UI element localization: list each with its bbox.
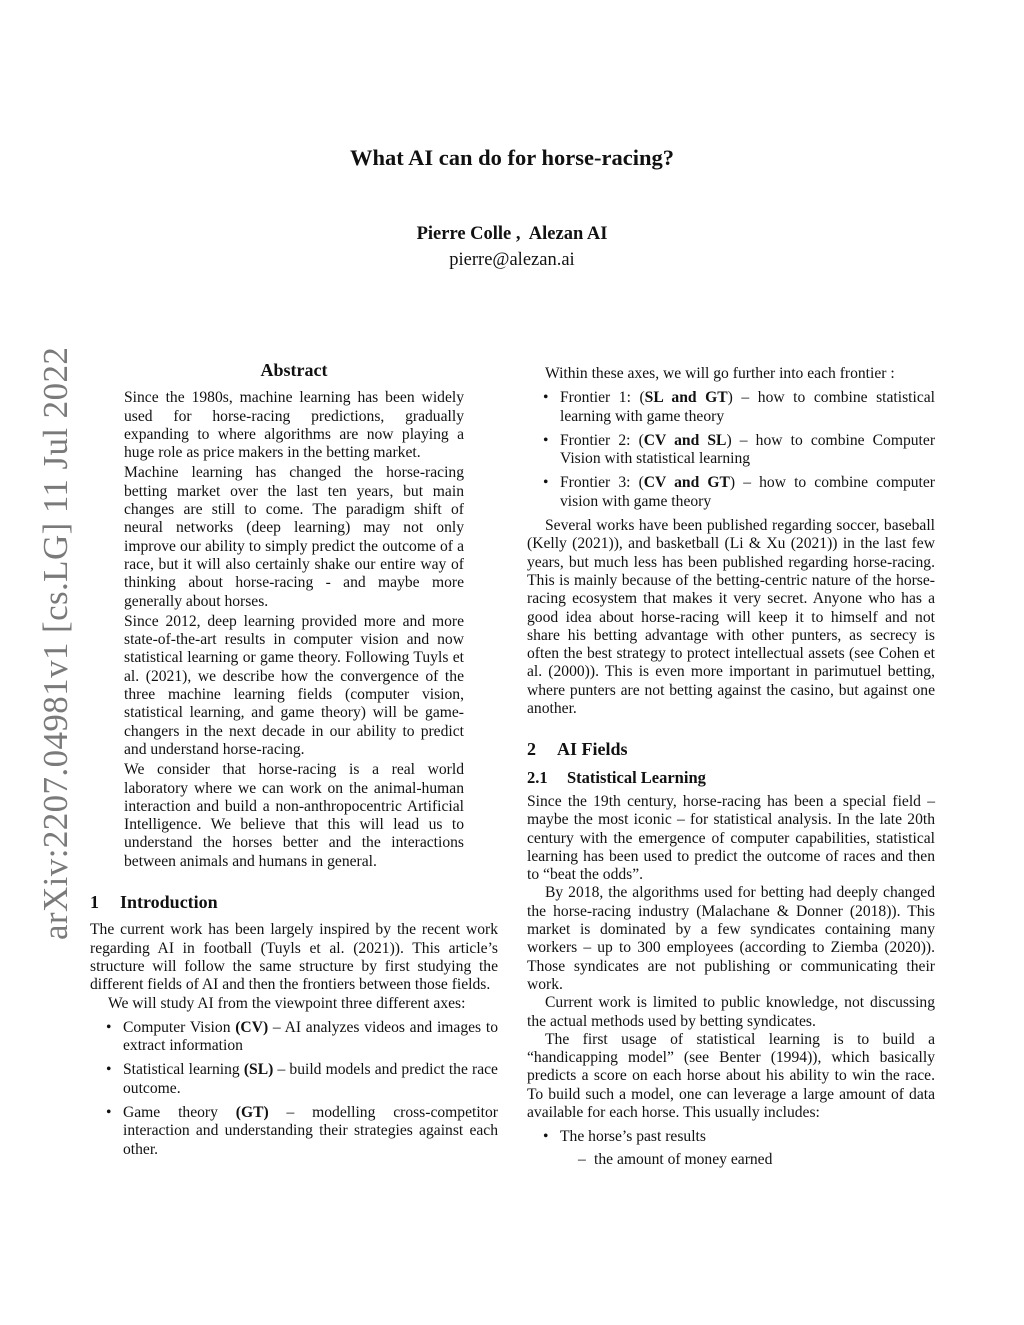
author-name: Pierre Colle <box>416 224 512 244</box>
bullet-icon: • <box>543 389 549 407</box>
body-paragraph: Current work is limited to public knowledge, not discussing the actual methods used by betting syndicates. <box>527 994 935 1030</box>
frontiers-list <box>527 389 935 511</box>
dash-icon: – <box>578 1150 586 1168</box>
body-paragraph: Several works have been published regarding soccer, baseball (Kelly (2021)), and basketball (Li & Xu (2021)) in the last few years, but much less has been published regarding horse-racing. This is mainly because of the betting-centric nature of the horse-racing ecosystem that makes it very secret. Anyone who has a good idea about horse-racing will keep it to himself and not share his betting advantage with other punters, as secrecy is often the best strategy to protect intellectual assets (see Cohen et al. (2000)). This is even more important in parimutuel betting, where punters are not betting against the casino, but against one another. <box>527 517 935 718</box>
abstract <box>124 361 464 871</box>
body-paragraph: We will study AI from the viewpoint three different axes: <box>108 994 466 1012</box>
axes-list <box>90 1019 498 1159</box>
list-item: • Game theory (GT) – modelling cross-competitor interaction and understanding their strategies against each other. <box>106 1103 498 1158</box>
section-title: Introduction <box>120 892 218 913</box>
subsection-number: 2.1 <box>527 767 548 787</box>
section-heading-ai-fields <box>527 740 935 758</box>
abstract-heading: Abstract <box>260 360 328 380</box>
author-email: pierre@alezan.ai <box>449 250 575 270</box>
list-item: • Statistical learning (SL) – build models and predict the race outcome. <box>106 1061 498 1097</box>
left-column <box>90 361 498 1165</box>
abstract-paragraph: Since the 1980s, machine learning has been widely used for horse-racing predictions, gradually expanding to where algorithms are now playing a huge role as price makers in the betting market. <box>124 389 464 462</box>
arxiv-identifier-stamp: arXiv:2207.04981v1 [cs.LG] 11 Jul 2022 <box>36 346 75 940</box>
list-item: • Frontier 3: (CV and GT) – how to combine computer vision with game theory <box>543 474 935 510</box>
abstract-paragraph: We consider that horse-racing is a real world laboratory where we can work on the animal-human interaction and build a non-anthropocentric Artificial Intelligence. We believe that this will lead us to understand the horses better and the interactions between animals and humans in general. <box>124 761 464 870</box>
section-heading-introduction <box>90 893 498 911</box>
bullet-icon: • <box>106 1103 112 1121</box>
subsection-title: Statistical Learning <box>567 767 706 787</box>
sub-list-item: – the amount of money earned <box>578 1150 773 1168</box>
body-paragraph: The current work has been largely inspired by the recent work regarding AI in football (Tuyls et al. (2021)). This article’s structure will follow the same structure by first studying the different fields of AI and then the frontiers between those fields. <box>90 921 498 994</box>
list-item: • Computer Vision (CV) – AI analyzes videos and images to extract information <box>106 1018 498 1055</box>
data-sources-list <box>527 1128 935 1169</box>
paper-title: What AI can do for horse-racing? <box>350 145 674 170</box>
body-paragraph: The first usage of statistical learning is to build a “handicapping model” (see Benter (1994)), which basically predicts a score on each horse about his ability to win the race. To build such a model, one can leverage a large amount of data available for each horse. This usually includes: <box>527 1030 935 1121</box>
abstract-paragraph: Machine learning has changed the horse-racing betting market over the last ten years, but main changes are still to come. The paradigm shift of neural networks (deep learning) may not only improve our ability to simply predict the outcome of a race, but it will also certainly shake our entire way of thinking about horse-racing - and maybe more generally about horses. <box>124 464 464 610</box>
section-number: 1 <box>90 892 99 913</box>
list-item: • Frontier 2: (CV and SL) – how to combine Computer Vision with statistical learning <box>543 431 936 468</box>
right-column <box>527 365 935 1175</box>
bullet-icon: • <box>543 431 549 449</box>
body-paragraph: Since the 19th century, horse-racing has been a special field – maybe the most iconic – for statistical analysis. In the late 20th century with the emergence of computer capabilities, statistical learning has been used to predict the outcome of races and then to “beat the odds”. <box>527 792 935 884</box>
author-affiliation: Alezan AI <box>528 224 608 244</box>
subsection-heading-statistical-learning <box>527 769 935 787</box>
bullet-icon: • <box>543 474 549 492</box>
list-item: • Frontier 1: (SL and GT) – how to combine statistical learning with game theory <box>543 389 936 425</box>
section-number: 2 <box>527 739 536 760</box>
author-line <box>0 224 1024 245</box>
author-separator: , <box>511 224 529 244</box>
bullet-icon: • <box>543 1128 549 1146</box>
section-title: AI Fields <box>557 739 628 760</box>
body-paragraph: By 2018, the algorithms used for betting had deeply changed the horse-racing industry (Malachane & Donner (2018)). This market is dominated by a few syndicates containing many workers – up to 300 employees (according to Ziemba (2020)). Those syndicates are not publishing or communicating their work. <box>527 884 935 993</box>
bullet-icon: • <box>106 1061 112 1079</box>
list-item: • The horse’s past results – the amount of money earned <box>527 1128 935 1169</box>
abstract-paragraph: Since 2012, deep learning provided more and more state-of-the-art results in computer vision and now statistical learning or game theory. Following Tuyls et al. (2021), we describe how the convergence of the three machine learning fields (computer vision, statistical learning, and game theory) will be game-changers in the next decade in our ability to predict and understand horse-racing. <box>124 612 464 758</box>
bullet-icon: • <box>106 1018 112 1036</box>
body-paragraph: Within these axes, we will go further into each frontier : <box>545 365 895 382</box>
